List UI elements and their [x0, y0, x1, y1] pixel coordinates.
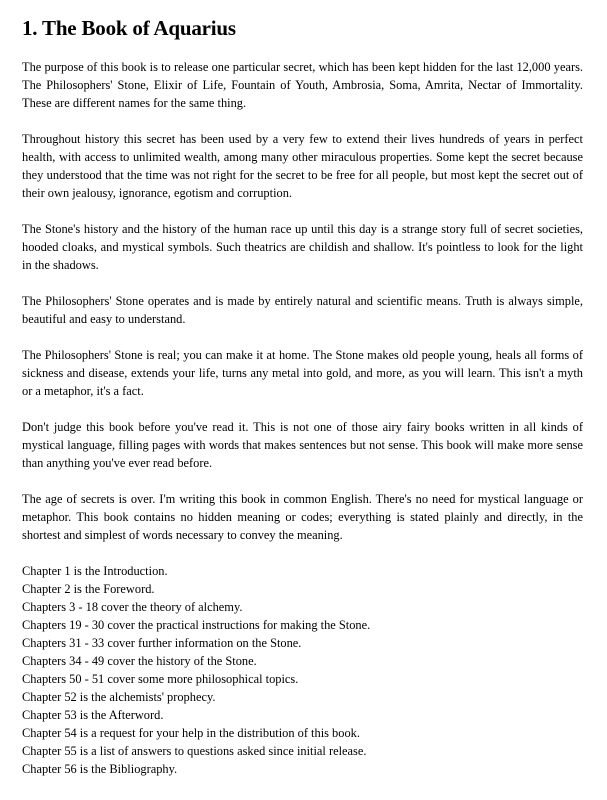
- paragraph-age-of-secrets: The age of secrets is over. I'm writing this book in common English. There's no need for mystical language or metaphor. This book contains no hidden meaning or codes; everything is stated plainly and directly, in the shortest and simplest of words necessary to convey the meaning.: [22, 492, 583, 542]
- paragraph-natural-means: The Philosophers' Stone operates and is made by entirely natural and scientific means. Truth is always simple, beautiful and easy to understand.: [22, 294, 583, 326]
- chapter-list-item: Chapter 55 is a list of answers to questions asked since initial release.: [22, 744, 367, 758]
- paragraph-purpose: The purpose of this book is to release one particular secret, which has been kept hidden for the last 12,000 years. The Philosophers' Stone, Elixir of Life, Fountain of Youth, Ambrosia, Soma, Amrita, Nectar of Immortality. These are different names for the same thing.: [22, 60, 583, 110]
- paragraph-dont-judge: Don't judge this book before you've read it. This is not one of those airy fairy books written in all kinds of mystical language, filling pages with words that makes sentences but not sense. This book will make more sense than anything you've ever read before.: [22, 420, 583, 470]
- document-page: [22, 0, 583, 778]
- chapter-list-item: Chapter 54 is a request for your help in the distribution of this book.: [22, 726, 360, 740]
- chapter-title: 1. The Book of Aquarius: [22, 16, 236, 40]
- chapter-list-item: Chapter 1 is the Introduction.: [22, 564, 168, 578]
- chapter-list-item: Chapters 3 - 18 cover the theory of alchemy.: [22, 600, 243, 614]
- paragraph-stone-history: The Stone's history and the history of the human race up until this day is a strange story full of secret societies, hooded cloaks, and mystical symbols. Such theatrics are childish and shallow. It's pointless to look for the light in the shadows.: [22, 222, 583, 272]
- paragraph-stone-real: The Philosophers' Stone is real; you can make it at home. The Stone makes old people young, heals all forms of sickness and disease, extends your life, turns any metal into gold, and more, as you will learn. This isn't a myth or a metaphor, it's a fact.: [22, 348, 583, 398]
- chapter-list: [22, 562, 583, 778]
- chapter-list-item: Chapters 50 - 51 cover some more philosophical topics.: [22, 672, 299, 686]
- chapter-list-item: Chapter 56 is the Bibliography.: [22, 762, 178, 776]
- chapter-list-item: Chapters 31 - 33 cover further information on the Stone.: [22, 636, 302, 650]
- chapter-list-item: Chapters 19 - 30 cover the practical instructions for making the Stone.: [22, 618, 371, 632]
- chapter-list-item: Chapter 52 is the alchemists' prophecy.: [22, 690, 216, 704]
- chapter-list-item: Chapters 34 - 49 cover the history of the Stone.: [22, 654, 257, 668]
- chapter-list-item: Chapter 53 is the Afterword.: [22, 708, 164, 722]
- paragraph-history: Throughout history this secret has been used by a very few to extend their lives hundreds of years in perfect health, with access to unlimited wealth, among many other miraculous properties. Some kept the secret because they understood that the time was not right for the secret to be free for all people, but most kept the secret out of their own jealousy, ignorance, egotism and corruption.: [22, 132, 583, 200]
- chapter-list-item: Chapter 2 is the Foreword.: [22, 582, 155, 596]
